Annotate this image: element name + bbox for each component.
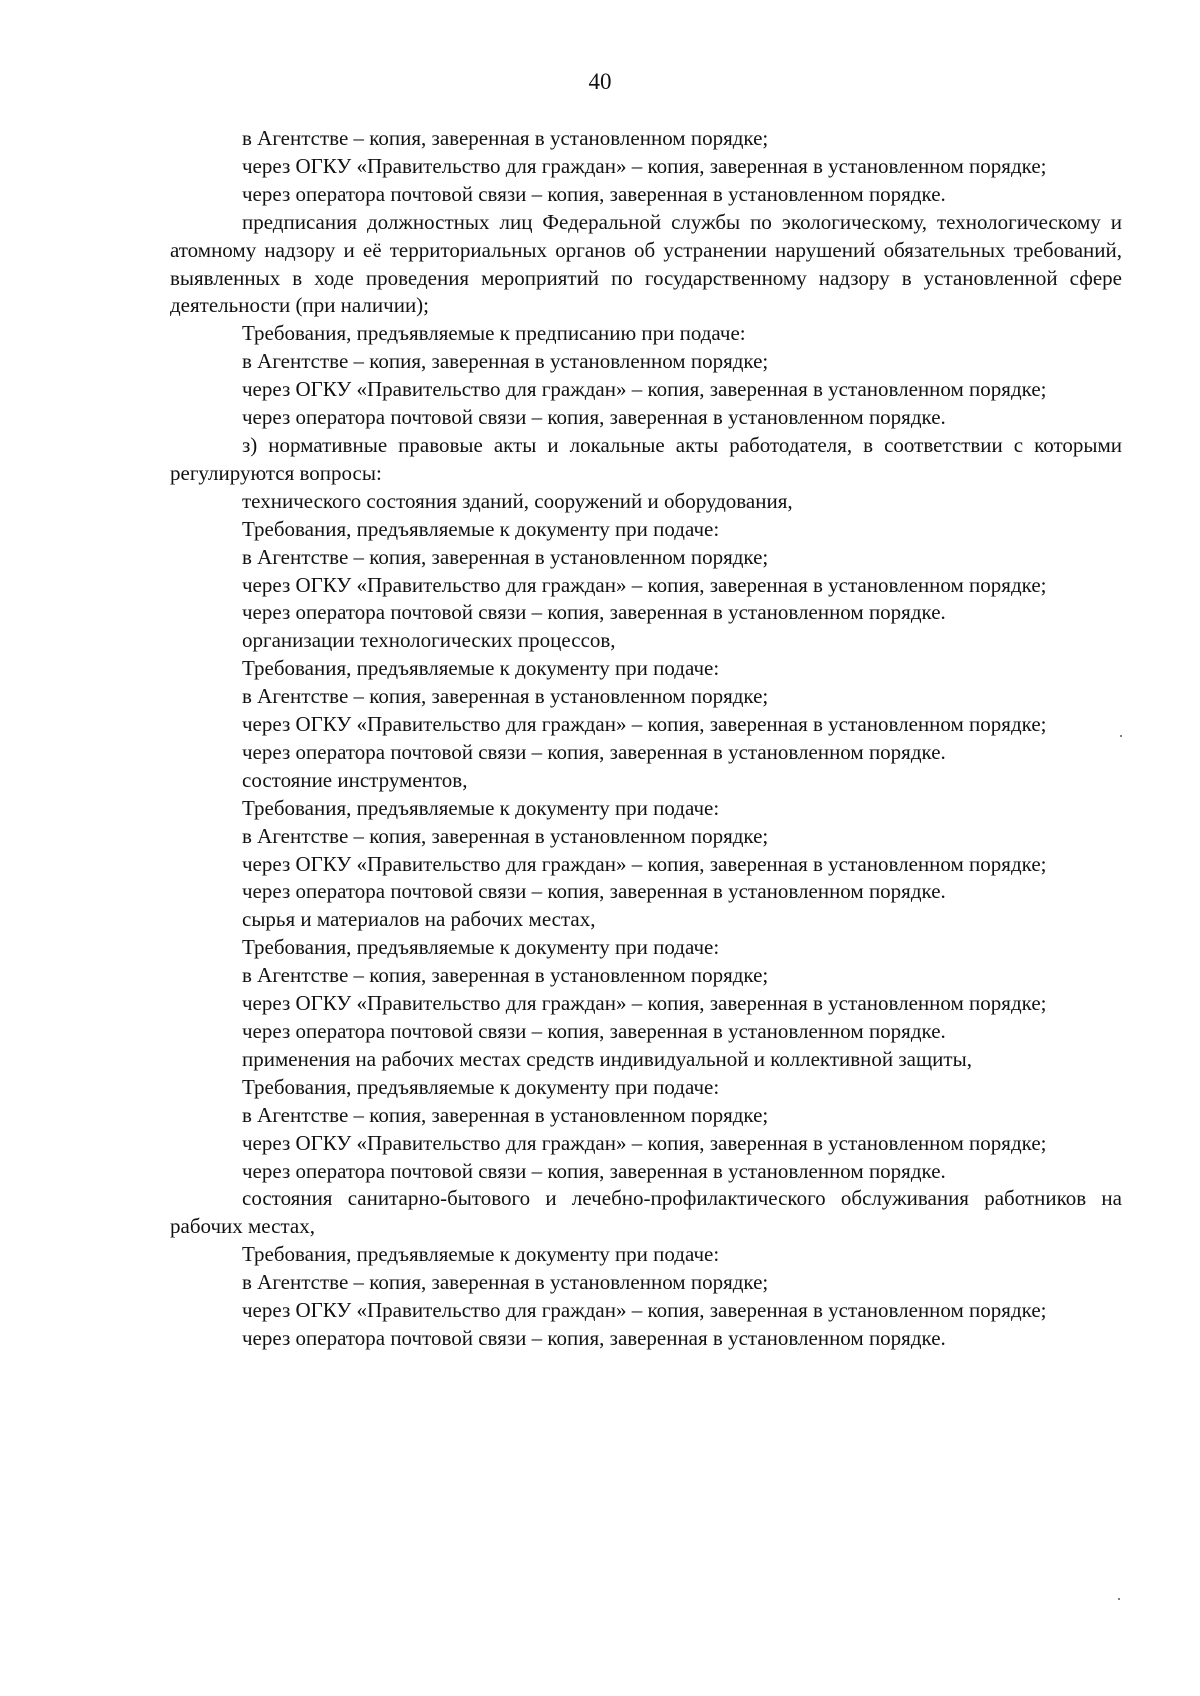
paragraph: через ОГКУ «Правительство для граждан» – копия, заверенная в установленном порядке; [242,153,1047,178]
paragraph: Требования, предъявляемые к документу при подаче: [242,656,720,681]
paragraph: в Агентстве – копия, заверенная в установленном порядке; [242,126,769,150]
paragraph: через оператора почтовой связи – копия, заверенная в установленном порядке. [242,405,946,430]
paragraph: состояние инструментов, [242,767,468,792]
scan-speck [1120,735,1122,737]
paragraph: через ОГКУ «Правительство для граждан» – копия, заверенная в установленном порядке; [242,991,1047,1016]
paragraph: через оператора почтовой связи – копия, заверенная в установленном порядке. [242,1325,946,1350]
paragraph: через оператора почтовой связи – копия, заверенная в установленном порядке. [242,739,946,764]
paragraph: через ОГКУ «Правительство для граждан» – копия, заверенная в установленном порядке; [242,1130,1047,1155]
page-number: 40 [588,69,612,94]
scan-speck [1118,1598,1120,1600]
paragraph: з) нормативные правовые акты и локальные акты работодателя, в соответствии с которыми регулируются вопросы: [170,432,1122,485]
paragraph: Требования, предъявляемые к предписанию при подаче: [242,321,746,346]
paragraph: в Агентстве – копия, заверенная в установленном порядке; [242,349,769,374]
paragraph: в Агентстве – копия, заверенная в установленном порядке; [242,1270,769,1295]
paragraph: Требования, предъявляемые к документу при подаче: [242,516,720,541]
paragraph: через оператора почтовой связи – копия, заверенная в установленном порядке. [242,879,946,904]
paragraph: Требования, предъявляемые к документу при подаче: [242,795,720,820]
paragraph: в Агентстве – копия, заверенная в установленном порядке; [242,823,769,848]
paragraph: организации технологических процессов, [242,628,616,653]
paragraph: через оператора почтовой связи – копия, заверенная в установленном порядке. [242,1019,946,1043]
paragraph: Требования, предъявляемые к документу при подаче: [242,1074,720,1099]
paragraph: через ОГКУ «Правительство для граждан» – копия, заверенная в установленном порядке; [242,1298,1047,1323]
paragraph: Требования, предъявляемые к документу при подаче: [242,1242,720,1267]
paragraph: технического состояния зданий, сооружений и оборудования, [242,488,793,513]
paragraph: состояния санитарно-бытового и лечебно-профилактического обслуживания работников на рабочих местах, [170,1186,1122,1239]
paragraph: предписания должностных лиц Федеральной службы по экологическому, технологическому и атомному надзору и её территориальных органов об устранении нарушений обязательных требований, выявленных в ходе проведения мероприятий по государственному надзору в установленной сфере деятельности (при наличии); [170,209,1122,318]
paragraph: в Агентстве – копия, заверенная в установленном порядке; [242,544,769,569]
paragraph: через ОГКУ «Правительство для граждан» – копия, заверенная в установленном порядке; [242,851,1047,876]
paragraph: применения на рабочих местах средств индивидуальной и коллективной защиты, [242,1046,972,1071]
paragraph: в Агентстве – копия, заверенная в установленном порядке; [242,963,769,988]
paragraph: в Агентстве – копия, заверенная в установленном порядке; [242,684,769,709]
paragraph: через оператора почтовой связи – копия, заверенная в установленном порядке. [242,600,946,625]
paragraph: через оператора почтовой связи – копия, заверенная в установленном порядке. [242,1158,946,1183]
paragraph: через оператора почтовой связи – копия, заверенная в установленном порядке. [242,181,946,206]
paragraph: сырья и материалов на рабочих местах, [242,907,596,932]
paragraph: через ОГКУ «Правительство для граждан» – копия, заверенная в установленном порядке; [242,712,1047,737]
paragraph: через ОГКУ «Правительство для граждан» – копия, заверенная в установленном порядке; [242,377,1047,402]
document-body [170,125,1122,1353]
paragraph: Требования, предъявляемые к документу при подаче: [242,935,720,960]
paragraph: в Агентстве – копия, заверенная в установленном порядке; [242,1102,769,1127]
paragraph: через ОГКУ «Правительство для граждан» – копия, заверенная в установленном порядке; [242,572,1047,597]
